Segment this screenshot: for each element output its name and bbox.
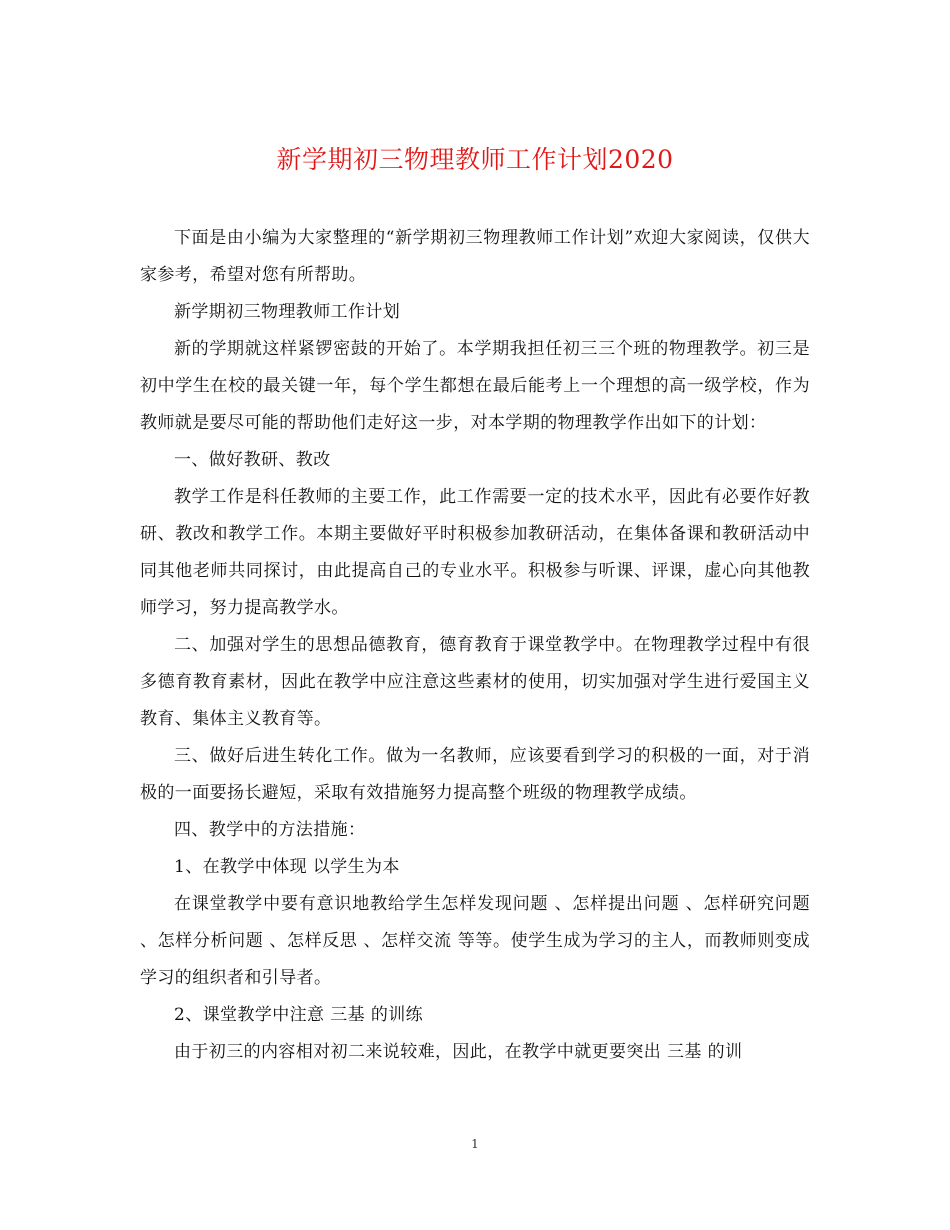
page-number: 1 — [471, 1137, 479, 1151]
method-heading-2: 2、课堂教学中注意 三基 的训练 — [174, 1005, 424, 1025]
section-1-paragraph: 教学工作是科任教师的主要工作，此工作需要一定的技术水平，因此有必要作好教研、教改和教学工作。本期主要做好平时积极参加教研活动，在集体备课和教研活动中同其他老师共同探讨，由此提高自己的专业水平。积极参与听课、评课，虚心向其他教师学习，努力提高教学水。 — [140, 487, 810, 618]
section-3-paragraph: 三、做好后进生转化工作。做为一名教师，应该要看到学习的积极的一面，对于消极的一面要扬长避短，采取有效措施努力提高整个班级的物理教学成绩。 — [140, 746, 810, 803]
section-heading-1: 一、做好教研、教改 — [174, 450, 331, 470]
document-title: 新学期初三物理教师工作计划2020 — [276, 145, 674, 174]
section-heading-4: 四、教学中的方法措施： — [174, 820, 366, 840]
intro-paragraph: 下面是由小编为大家整理的“新学期初三物理教师工作计划”欢迎大家阅读，仅供大家参考，希望对您有所帮助。 — [140, 228, 810, 285]
subtitle-paragraph: 新学期初三物理教师工作计划 — [174, 302, 401, 322]
opening-paragraph: 新的学期就这样紧锣密鼓的开始了。本学期我担任初三三个班的物理教学。初三是初中学生在校的最关键一年，每个学生都想在最后能考上一个理想的高一级学校，作为教师就是要尽可能的帮助他们走好这一步，对本学期的物理教学作出如下的计划： — [140, 339, 810, 433]
method-heading-1: 1、在教学中体现 以学生为本 — [174, 857, 400, 877]
method-2-paragraph: 由于初三的内容相对初二来说较难，因此，在教学中就更要突出 三基 的训 — [174, 1042, 743, 1062]
method-1-paragraph: 在课堂教学中要有意识地教给学生怎样发现问题 、怎样提出问题 、怎样研究问题 、怎样分析问题 、怎样反思 、怎样交流 等等。使学生成为学习的主人，而教师则变成学习的组织者和引导者。 — [140, 894, 810, 988]
section-2-paragraph: 二、加强对学生的思想品德教育，德育教育于课堂教学中。在物理教学过程中有很多德育教育素材，因此在教学中应注意这些素材的使用，切实加强对学生进行爱国主义教育、集体主义教育等。 — [140, 635, 810, 729]
document-body — [140, 220, 810, 1071]
